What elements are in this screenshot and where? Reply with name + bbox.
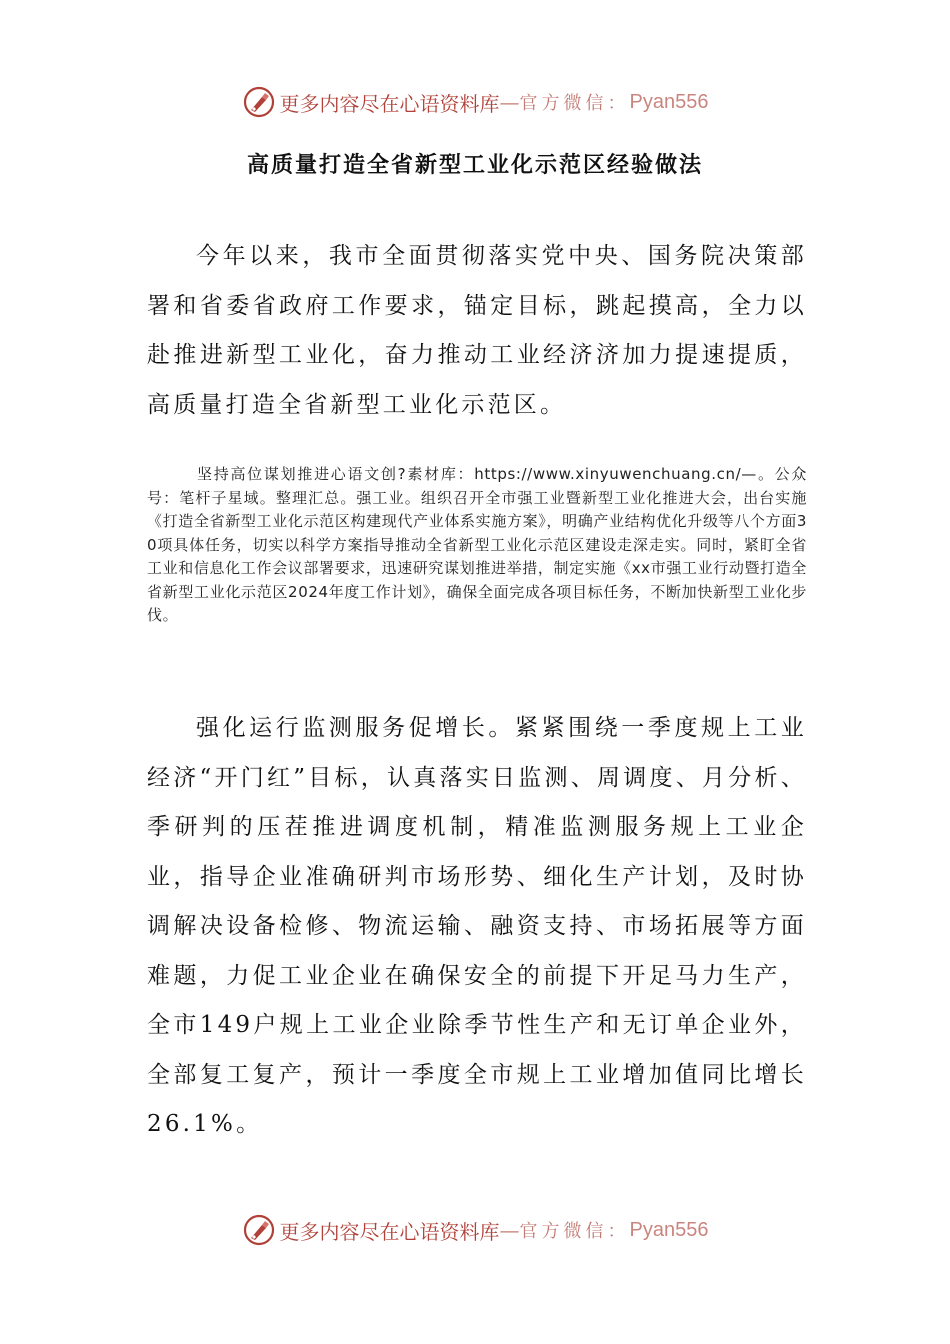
- header-banner: [0, 80, 950, 124]
- pen-nib-seal-icon: [242, 85, 276, 119]
- banner-separator: —: [499, 1218, 520, 1242]
- banner-text: 更多内容尽在心语资料库: [279, 91, 500, 116]
- paragraph-intro: 今年以来，我市全面贯彻落实党中央、国务院决策部署和省委省政府工作要求，锚定目标，跳起摸高，全力以赴推进新型工业化，奋力推动工业经济济加力提速提质，高质量打造全省新型工业化示范区。: [147, 243, 807, 418]
- paragraph-planning: 坚持高位谋划推进心语文创?素材库：https://www.xinyuwenchuang.cn/—。公众号：笔杆子星域。整理汇总。强工业。组织召开全市强工业暨新型工业化推进大会，出台实施《打造全省新型工业化示范区构建现代产业体系实施方案》，明确产业结构优化升级等八个方面30项具体任务，切实以科学方案指导推动全省新型工业化示范区建设走深走实。同时，紧盯全省工业和信息化工作会议部署要求，迅速研究谋划推进举措，制定实施《xx市强工业行动暨打造全省新型工业化示范区2024年度工作计划》，确保全面完成各项目标任务，不断加快新型工业化步伐。: [147, 465, 807, 624]
- banner-separator: —: [499, 90, 520, 114]
- banner-official-label: 官方微信：: [519, 1221, 630, 1242]
- banner-wechat-id: Pyan556: [629, 90, 709, 113]
- paragraph-monitoring: 强化运行监测服务促增长。紧紧围绕一季度规上工业经济“开门红”目标，认真落实日监测、周调度、月分析、季研判的压茬推进调度机制，精准监测服务规上工业企业，指导企业准确研判市场形势、细化生产计划，及时协调解决设备检修、物流运输、融资支持、市场拓展等方面难题，力促工业企业在确保安全的前提下开足马力生产，全市149户规上工业企业除季节性生产和无订单企业外，全部复工复产，预计一季度全市规上工业增加值同比增长26.1%。: [147, 715, 807, 1137]
- banner-wechat-id: Pyan556: [629, 1218, 709, 1241]
- banner-text: 更多内容尽在心语资料库: [279, 1219, 500, 1244]
- footer-banner: [0, 1208, 950, 1252]
- document-title: 高质量打造全省新型工业化示范区经验做法: [246, 153, 703, 178]
- banner-official-label: 官方微信：: [519, 93, 630, 114]
- pen-nib-seal-icon: [242, 1213, 276, 1247]
